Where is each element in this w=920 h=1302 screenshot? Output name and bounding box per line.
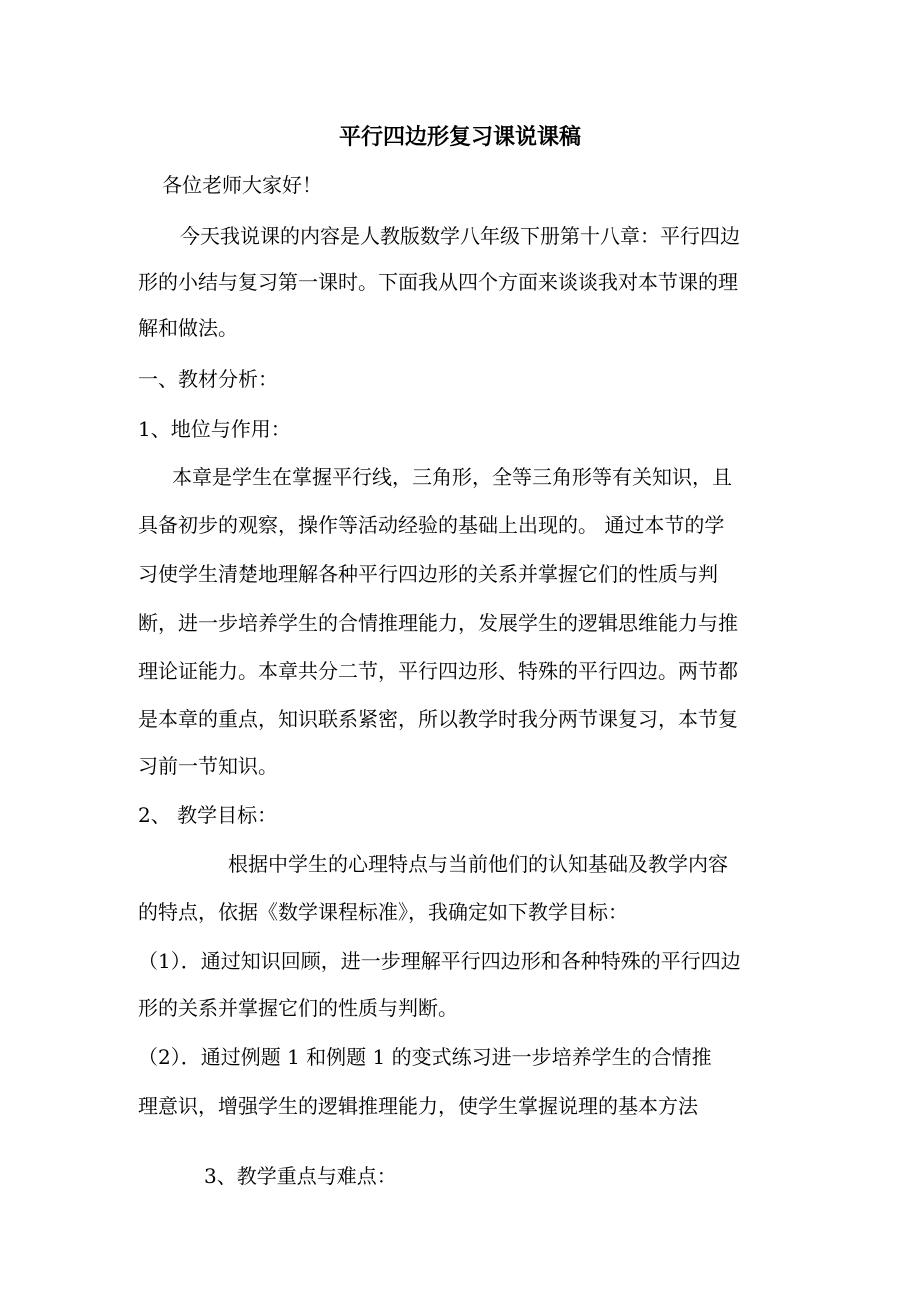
objective-line: （2）．通过例题 1 和例题 1 的变式练习进一步培养学生的合情推 bbox=[138, 1045, 712, 1069]
objective-line: （1）．通过知识回顾，进一步理解平行四边形和各种特殊的平行四边 bbox=[138, 949, 741, 973]
paragraph-line: 形的小结与复习第一课时。下面我从四个方面来谈谈我对本节课的理 bbox=[138, 270, 738, 294]
paragraph-line: 理论证能力。本章共分二节，平行四边形、特殊的平行四边。两节都 bbox=[138, 659, 738, 683]
paragraph-line: 断，进一步培养学生的合情推理能力，发展学生的逻辑思维能力与推 bbox=[138, 611, 738, 635]
subsection-heading: 3、教学重点与难点： bbox=[204, 1164, 397, 1188]
section-heading: 一、教材分析： bbox=[138, 367, 278, 391]
objective-line: 形的关系并掌握它们的性质与判断。 bbox=[138, 996, 458, 1020]
paragraph-line: 根据中学生的心理特点与当前他们的认知基础及教学内容 bbox=[228, 852, 728, 876]
paragraph-line: 本章是学生在掌握平行线，三角形，全等三角形等有关知识，且 bbox=[172, 465, 732, 489]
paragraph-line: 的特点，依据《数学课程标准》，我确定如下教学目标： bbox=[138, 900, 628, 924]
subsection-heading: 1、地位与作用： bbox=[138, 417, 291, 441]
paragraph-line: 习前一节知识。 bbox=[138, 754, 278, 778]
paragraph-line: 今天我说课的内容是人教版数学八年级下册第十八章：平行四边 bbox=[180, 224, 740, 248]
paragraph-line: 习使学生清楚地理解各种平行四边形的关系并掌握它们的性质与判 bbox=[138, 562, 718, 586]
document-title: 平行四边形复习课说课稿 bbox=[338, 125, 581, 150]
paragraph-line: 解和做法。 bbox=[138, 316, 238, 340]
subsection-heading: 2、 教学目标： bbox=[138, 803, 278, 827]
objective-line: 理意识，增强学生的逻辑推理能力，使学生掌握说理的基本方法 bbox=[138, 1094, 698, 1118]
paragraph-line: 是本章的重点，知识联系紧密，所以教学时我分两节课复习，本节复 bbox=[138, 707, 738, 731]
paragraph-line: 具备初步的观察，操作等活动经验的基础上出现的。 通过本节的学 bbox=[138, 513, 725, 537]
greeting-line: 各位老师大家好！ bbox=[162, 173, 322, 197]
